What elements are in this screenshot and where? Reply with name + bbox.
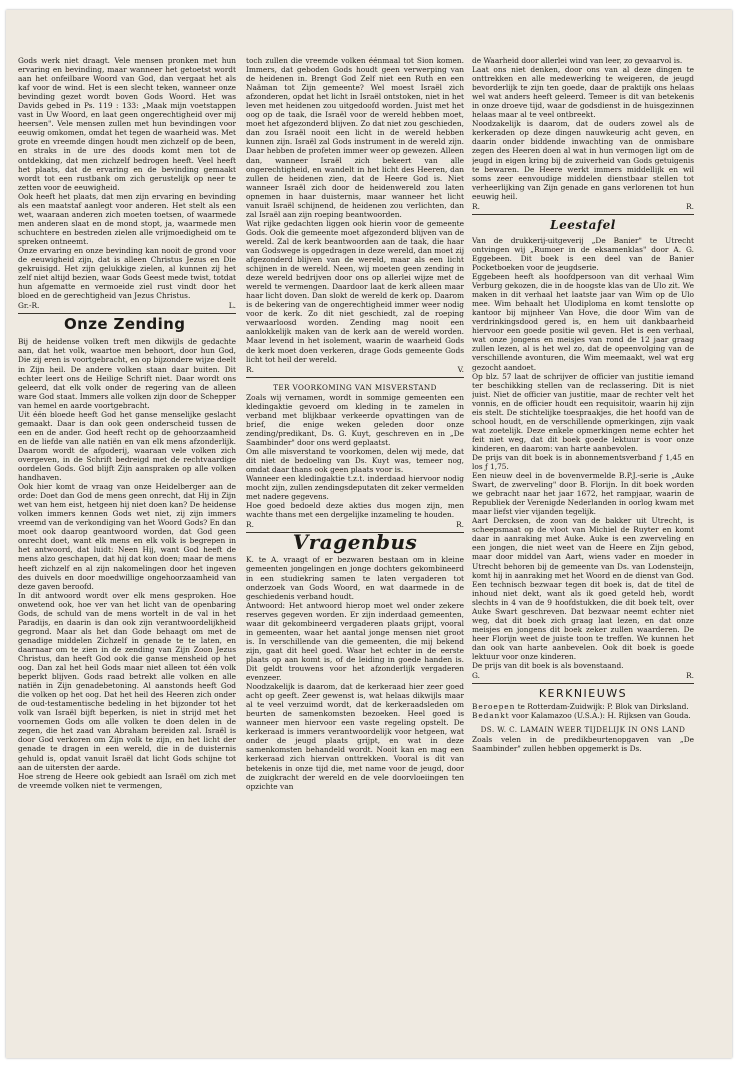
paragraph: Wanneer een kledingaktie t.z.t. inderdaad hiervoor nodig mocht zijn, zullen zendingsdeputaten dit zeker vermelden met nadere gegevens.: [246, 474, 464, 502]
newspaper-page: [6, 10, 732, 1058]
article-signature: [246, 365, 464, 374]
divider: [246, 377, 464, 378]
column-3: [472, 56, 694, 1044]
paragraph: De prijs van dit boek is als bovenstaand.: [472, 661, 624, 671]
paragraph: toch zullen die vreemde volken éénmaal tot Sion komen. Immers, dat geboden Gods houdt geen verwerping van de heidenen in. Brengt God Zelf niet een Ruth en een Naäman tot Zijn gemeente? Wel moest Israël zich afzonderen, opdat het licht in Israël ontstoken, niet in het leven met heidenen zou uitgedoofd worden. Juist met het oog op de taak, die Israël voor de wereld hebben moet, moet het afgezonderd blijven. Zo dat niet zou geschieden, dan zou Israël nooit een licht in de wereld hebben kunnen zijn. Israël zal Gods instrument in de wereld zijn. Daar hebben de profeten immer weer op gewezen. Alleen dan, wanneer Israël zich bekeert van alle ongerechtigheid, en wandelt in het licht des Heeren, dan zullen de heidenen zien, dat de Heere God is. Niet wanneer Israël zich door de heidenwereld zou laten opnemen in haar duisternis, maar wanneer het licht vanuit Israël schijnend, de heidenen zou verlichten, dan zal Israël aan zijn roeping beantwoorden.: [246, 56, 464, 219]
paragraph: Een technisch bezwaar tegen dit boek is, dat de titel de inhoud niet dekt, want als ik goed geteld heb, wordt slechts in 4 van de 9 hoofdstukken, die dit boek telt, over Auke Swart geschreven. Dat bezwaar neemt echter niet weg, dat dit boek zich graag laat lezen, en dat onze meisjes en jongens dit boek zeker zullen waarderen. De heer Florijn weet de juiste toon te treffen. We kunnen het dan ook van harte aanbevelen. Ook dit boek is goede lektuur voor onze kinderen.: [472, 579, 694, 661]
leestafel-heading: Leestafel: [550, 217, 616, 232]
signature-right: R.: [456, 520, 464, 530]
paragraph: Ook hier komt de vraag van onze Heidelberger aan de orde: Doet dan God de mens geen onrecht, dat Hij in Zijn wet van hem eist, hetgeen hij niet doen kan? De heidense volken immers kennen Gods wet niet, zij zijn immers vreemd van de verkondiging van het Woord Gods? En dan moet ook daarop geantwoord worden, dat God geen onrecht doet, want elk mens en elk volk is begrepen in het antwoord, dat luidt: Neen Hij, want God heeft de mens alzo geschapen, dat hij dat kon doen; maar de mens heeft zichzelf en al zijn nakomelingen door het ingeven des duivels en door moedwillige ongehoorzaamheid van deze gaven beroofd.: [18, 482, 236, 591]
paragraph: Ook heeft het plaats, dat men zijn ervaring en bevinding als een maatstaf aanlegt voor anderen. Het stelt als een wet, waaraan anderen zich moeten toetsen, of waarmede men anderen slaat en de mond stopt, ja, waarmede men schuchtere en bestreden zielen alle vrijmoedigheid om te spreken ontneemt.: [18, 191, 236, 246]
paragraph: Een nieuw deel in de bovenvermelde B.P.J.-serie is „Auke Swart, de zwerveling" door B. Florijn. In dit boek worden we gebracht naar het jaar 1672, het rampjaar, waarin de Republiek der Verenigde Nederlanden in oorlog kwam met maar liefst vier vijanden tegelijk.: [472, 471, 694, 517]
column-1: [18, 56, 236, 1044]
divider: [18, 313, 236, 314]
paragraph: Hoe streng de Heere ook gebiedt aan Israël om zich met de vreemde volken niet te vermengen,: [18, 771, 236, 790]
kerknieuws-text: voor Kalamazoo (U.S.A.): H. Rijksen van Gouda.: [509, 711, 691, 721]
kerknieuws-text: te Rotterdam-Zuidwijk: P. Blok van Dirksland.: [515, 702, 689, 712]
paragraph: Laat ons niet denken, door ons van al deze dingen te onttrekken en alle medewerking te weigeren, de jeugd bevorderlijk te zijn ten goede, daar de praktijk ons helaas wel wat anders heeft geleerd. Temeer is dit van betekenis in onze droeve tijd, waar de godsdienst in de huisgezinnen helaas maar al te veel ontbreekt.: [472, 65, 694, 120]
paragraph: Zoals velen in de predikbeurtenopgaven van „De Saambinder" zullen hebben opgemerkt is Ds.: [472, 735, 694, 754]
kerknieuws-item: [472, 702, 694, 711]
paragraph: de Waarheid door allerlei wind van leer, zo gevaarvol is.: [472, 56, 683, 65]
paragraph: Eggebeen heeft als hoofdpersoon van dit verhaal Wim Verburg gekozen, die in de hoogste klas van de Ulo zit. We maken in dit verhaal het laatste jaar van Wim op de Ulo mee. Wim behaalt het Ulodiploma en komt tenslotte op kantoor bij mijnheer Van Hove, die door Wim van de verdrinkingsdood gered is, en hem uit dankbaarheid hiervoor een goede positie wil geven. Het is een verhaal, wat onze jongens en meisjes van rond de 12 jaar graag zullen lezen, al is het wel zo, dat de opeenvolging van de verschillende avonturen, die Wim meemaakt, wel wat erg gezocht aandoet.: [472, 272, 694, 372]
paragraph: Onze ervaring en onze bevinding kan nooit de grond voor de eeuwigheid zijn, dat is alleen Christus Jezus en Die gekruisigd. Het zijn gelukkige zielen, al kunnen zij het zelf niet altijd bezien, waar Gods Geest mede twist, totdat hun afgematte en vermoeide ziel rust vindt door het bloed en de gerechtigheid van Jezus Christus.: [18, 245, 236, 301]
article-signature: [246, 520, 464, 529]
lamain-title: DS. W. C. LAMAIN WEER TIJDELIJK IN ONS LAND: [480, 725, 686, 735]
signature-right: R.: [686, 671, 694, 681]
paragraph: Noodzakelijk is daarom, dat de ouders zowel als de kerkeraden op deze dingen nauwkeurig acht geven, en daarin onder biddende inwachting van de onmisbare zegen des Heeren doen al wat in hun vermogen ligt om de jeugd in eigen kring bij de zuiverheid van Gods getuigenis te bewaren. De Heere werkt immers middellijk en wil soms zeer eenvoudige middelen dienstbaar stellen tot verheerlijking van Zijn genade en gans verlorenen tot hun eeuwig heil.: [472, 119, 694, 201]
column-2: [246, 56, 464, 1044]
signature-right: R.: [686, 201, 694, 211]
paragraph: Uit één bloede heeft God het ganse menselijke geslacht gemaakt. Daar is dan ook geen onderscheid tussen de een en de ander. God heeft recht op de gehoorzaamheid en de liefde van alle natiën en van elk mens afzonderlijk. Daarom wordt de afgoderij, waaraan vele volken zich overgeven, in de Schrift bedreigd met de rechtvaardige oordelen Gods. God blijft Zijn aanspraken op alle volken handhaven.: [18, 409, 236, 483]
misverstand-title: TER VOORKOMING VAN MISVERSTAND: [273, 382, 437, 392]
paragraph: De prijs van dit boek is in abonnementsverband ƒ 1,45 en los ƒ 1,75.: [472, 452, 694, 472]
signature-left: R.: [246, 520, 254, 530]
paragraph: Van de drukkerij-uitgeverij „De Banier" te Utrecht ontvingen wij „Rumoer in de eksamenklas" door A. G. Eggebeen. Dit boek is een deel van de Banier Pocketboeken voor de jeugdserie.: [472, 235, 694, 272]
paragraph: In dit antwoord wordt over elk mens gesproken. Hoe onwetend ook, hoe ver van het licht van de openbaring Gods, de schuld van de mens wortelt in de val in het Paradijs, en daarin is dan ook zijn verantwoordelijkheid gegrond. Maar als het dan Gode behaagt om met de genadige middelen Zichzelf in genade te te laten, en daarnaar om te zien in de zending van Zijn Zoon Jezus Christus, dan heeft God ook die ganse mensheid op het oog. Dan zal het heil Gods maar niet alleen tot één volk beperkt blijven. Gods raad betrekt alle volken en alle natiën in Zijn genadebetoning. Al aanstonds heeft God die volken op het oog. Dat het heil des Heeren zich onder de oud-testamentische bedeling in het bijzonder tot het volk van Israël bijft beperken, is niet in strijd met het voornemen Gods om alle volken te doen delen in de zegen, die het zaad van Abraham bereiden zal. Israël is door God verkoren om Zijn volk te zijn, en het licht der genade te dragen in een wereld, die in de duisternis gehuld is, opdat vanuit Israël dat licht Gods schijne tot aan de uitersten der aarde.: [18, 590, 236, 772]
kerknieuws-label: Bedankt: [472, 711, 510, 721]
paragraph: Hoe goed bedoeld deze akties dus mogen zijn, men wachte thans met een dergelijke inzameling te houden.: [246, 501, 464, 520]
signature-left: G.: [472, 671, 480, 681]
paragraph: Gods werk niet draagt. Vele mensen pronken met hun ervaring en bevinding, maar wanneer het getoetst wordt aan het onfeilbare Woord van God, dan vergaat het als kaf voor de wind. Het is een slecht teken, wanneer onze bevinding gezet wordt boven Gods Woord. Het was Davids gebed in Ps. 119 : 133: „Maak mijn voetstappen vast in Uw Woord, en laat geen ongerechtigheid over mij heersen". Vele mensen zullen met hun bevindingen voor eeuwig omkomen, omdat het tegen de waarheid was. Met grote en vreemde dingen houdt men zichzelf op de been, en straks in de ure des doods komt men tot de ontdekking, dat men zichzelf bedrogen heeft. Veel heeft het plaats, dat de ervaring en de bevinding gemaakt wordt tot een rustbank om zich gerustelijk op neer te zetten voor de eeuwigheid.: [18, 56, 236, 192]
paragraph: K. te A. vraagt of er bezwaren bestaan om in kleine gemeenten jongelingen en jonge dochters gekombineerd in een studiekring samen te laten vergaderen tot onderzoek van Gods Woord, en wat daarmede in de geschiedenis verband houdt.: [246, 555, 464, 601]
article-signature: [472, 202, 694, 211]
signature-right: V.: [457, 364, 464, 374]
paragraph: Wat rijke gedachten liggen ook hierin voor de gemeente Gods. Ook die gemeente moet afgezonderd blijven van de wereld. Zal de kerk beantwoorden aan de taak, die haar van Godswege is opgedragen in deze wereld, dan moet zij afgezonderd blijven van de wereld, maar als een licht schijnen in de wereld. Neen, wij moeten geen zending in deze wereld bedrijven door ons op allerlei wijze met de wereld te vermengen. Daardoor laat de kerk alleen maar haar licht doven. Dan slokt de wereld de kerk op. Daarom is de bekering van de ongerechtigheid immer weer nodig voor de kerk. Zo dit niet geschiedt, zal de roeping verwaarloosd worden. Zending mag nooit een aanlokkelijk maken van de kerk aan de wereld worden. Maar levend in het isolement, waarin de waarheid Gods de kerk moet doen verkeren, drage Gods gemeente Gods licht tot heil der wereld.: [246, 218, 464, 364]
article-signature: [472, 671, 694, 680]
paragraph: Op blz. 57 laat de schrijver de officier van justitie iemand ter beschikking stellen van de reclassering. Dit is niet juist. Niet de officier van justitie, maar de rechter velt het vonnis, en de officier houdt een requisitoir, waarin hij zijn eis stelt. De stichtelijke toespraakjes, die het hoofd van de school houdt, en de verschillende opmerkingen, zijn vaak wat zoetelijk. Deze enkele opmerkingen neme echter het feit niet weg, dat dit boek goede lektuur is voor onze kinderen, en daarom: van harte aanbevolen.: [472, 371, 694, 453]
paragraph: Antwoord: Het antwoord hierop moet wel onder zekere reserves gegeven worden. Er zijn inderdaad gemeenten, waar dit gekombineerd vergaderen plaats grijpt, vooral in gemeenten, waar het aantal jonge mensen niet groot is. In verschillende van die gemeenten, die mij bekend zijn, gaat dit heel goed. Waar het echter in de eerste plaats op aan komt is, of de leiding in goede handen is. Dit geldt trouwens voor het afzonderlijk vergaderen evenzeer.: [246, 600, 464, 683]
paragraph: Noodzakelijk is daarom, dat de kerkeraad hier zeer goed acht op geeft. Zeer gewenst is, wat helaas dikwijls maar al te veel verzuimd wordt, dat de kerkeraadsleden om beurten de samenkomsten bezoeken. Heel goed is wanneer men hiervoor een vaste regeling opstelt. De kerkeraad is immers verantwoordelijk voor hetgeen, wat onder de jeugd plaats grijpt, en wat in deze samenkomsten behandeld wordt. Nooit kan en mag een kerkeraad zich hiervan onttrekken. Vooral is dit van betekenis in onze tijd die, met name voor de jeugd, door de zuigkracht der wereld en de vele doorvloeiingen ten opzichte van: [246, 682, 464, 791]
kerknieuws-item: [472, 711, 694, 720]
signature-left: R.: [472, 201, 480, 211]
divider: [472, 214, 694, 215]
paragraph: Om alle misverstand te voorkomen, delen wij mede, dat dit niet de bedoeling van Ds. Kuyt was, temeer nog, omdat daar thans ook geen plaats voor is.: [246, 446, 464, 475]
paragraph: Aart Dercksen, de zoon van de bakker uit Utrecht, is scheepsmaat op de vloot van Michiel de Ruyter en komt daar in aanraking met Auke. Auke is een zwerveling en een jongen, die niet weet van de Heere en Zijn gebod, maar door middel van Aart, wiens vader en moeder in Utrecht behoren bij de gemeente van Ds. van Lodensteijn, komt hij in aanraking met het Woord en de dienst van God.: [472, 516, 694, 580]
kerknieuws-label: Beroepen: [472, 702, 516, 712]
onze-zending-heading: Onze Zending: [64, 315, 186, 334]
article-signature: [18, 301, 236, 310]
signature-right: L.: [228, 301, 236, 311]
vragenbus-heading: Vragenbus: [292, 530, 418, 555]
paragraph: Zoals wij vernamen, wordt in sommige gemeenten een kledingaktie gevoerd om kleding in te zamelen in verband met blijkbaar verkeerde opvattingen van de brief, die enige weken geleden door onze zending/predikant, Ds. G. Kuyt, geschreven en in „De Saambinder" door ons werd geplaatst.: [246, 392, 464, 447]
signature-left: R.: [246, 364, 254, 374]
kerknieuws-heading: KERKNIEUWS: [538, 687, 628, 701]
paragraph: Bij de heidense volken treft men dikwijls de gedachte aan, dat het volk, waartoe men behoort, door hun God, Die zij eren is voortgebracht, en op bijzondere wijze deelt in Zijn heil. De andere volken staan daar buiten. Dit echter leert ons de Heilige Schrift niet. Daar wordt ons geleerd, dat elk volk onder de regering van de alleen ware God staat. Immers alle volken zijn door de Schepper van hemel en aarde voortgebracht.: [18, 337, 236, 410]
divider: [472, 683, 694, 684]
signature-left: Gr.-R.: [18, 301, 40, 311]
